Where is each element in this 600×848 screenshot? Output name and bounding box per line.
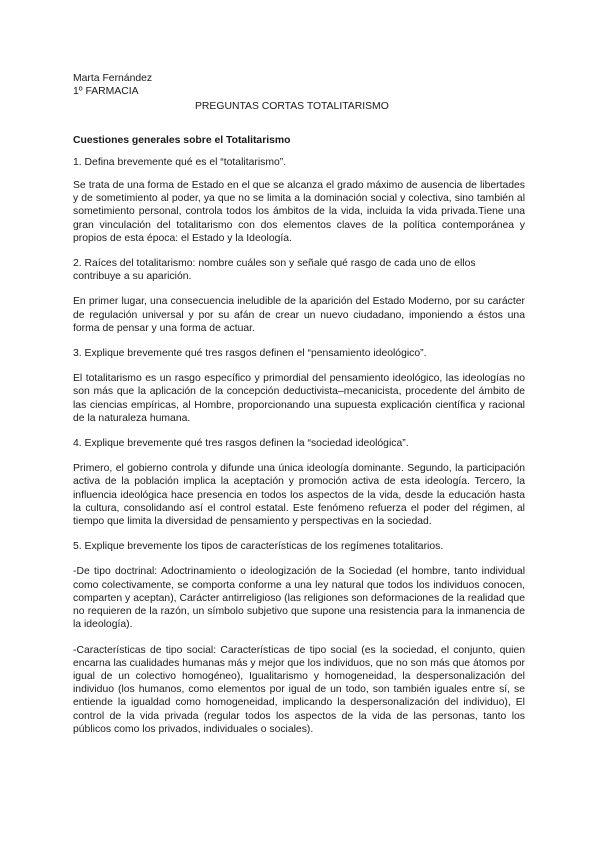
section-heading: Cuestiones generales sobre el Totalitarismo [73,134,291,146]
question-5: 5. Explique brevemente los tipos de características de los regímenes totalitarios. [73,541,444,553]
document-title: PREGUNTAS CORTAS TOTALITARISMO [195,101,389,113]
answer-5-doctrinal: -De tipo doctrinal: Adoctrinamiento o ideologización de la Sociedad (el hombre, tanto individual como colectivamente, se comporta conforme a una ley natural que todos los individuos conocen, comparten y aceptan), Carácter antirreligioso (las religiones son deformaciones de la realidad que no requieren de la razón, un símbolo subjetivo que supone una resistencia para la inmanencia de la ideología). [73,566,525,631]
answer-4: Primero, el gobierno controla y difunde una única ideología dominante. Segundo, la participación activa de la población implica la aceptación y promoción activa de esta ideología. Tercero, la influencia ideológica hace presencia en todos los aspectos de la vida, desde la educación hasta la cultura, consolidando así el control estatal. Este fenómeno refuerza el poder del régimen, al tiempo que limita la diversidad de pensamiento y perspectivas en la sociedad. [73,463,525,528]
answer-5-social: -Características de tipo social: Características de tipo social (es la sociedad, el conjunto, quien encarna las cualidades humanas más y mejor que los individuos, que no son más que átomos por igual de un colectivo homogéneo), Igualitarismo y homogeneidad, la despersonalización del individuo (los humanos, como elementos por igual de un todo, son también iguales entre sí, se entiende la igualdad como homogeneidad, implicando la despersonalización del individuo), El control de la vida privada (regular todos los aspectos de la vida de las personas, tanto los públicos como los privados, individuales o sociales). [73,644,525,735]
document-body [73,72,525,736]
question-3: 3. Explique brevemente qué tres rasgos definen el “pensamiento ideológico”. [73,348,427,360]
course-label: 1º FARMACIA [73,86,139,98]
question-2: 2. Raíces del totalitarismo: nombre cuáles son y señale qué rasgo de cada uno de ellos contribuye a su aparición. [73,258,476,283]
question-1: 1. Defina brevemente qué es el “totalitarismo”. [73,156,287,168]
question-4: 4. Explique brevemente qué tres rasgos definen la “sociedad ideológica”. [73,438,409,450]
answer-1: Se trata de una forma de Estado en el que se alcanza el grado máximo de ausencia de libertades y de sometimiento al poder, ya que no se limita a la dominación social y colectiva, sino también al sometimiento personal, controla todos los ámbitos de la vida, incluida la vida privada.Tiene una gran vinculación del totalitarismo con dos elementos claves de la política contemporánea y propios de esta época: el Estado y la Ideología. [73,180,525,244]
answer-2: En primer lugar, una consecuencia ineludible de la aparición del Estado Moderno, por su carácter de regulación universal y por su afán de crear un nuevo ciudadano, imponiendo a éstos una forma de pensar y una forma de actuar. [73,296,525,334]
answer-3: El totalitarismo es un rasgo específico y primordial del pensamiento ideológico, las ideologías no son más que la aplicación de la concepción deductivista–mecanicista, procedente del ámbito de las ciencias empíricas, al Hombre, proporcionando una supuesta explicación científica y racional de la naturaleza humana. [73,373,525,424]
author-name: Marta Fernández [73,73,153,84]
